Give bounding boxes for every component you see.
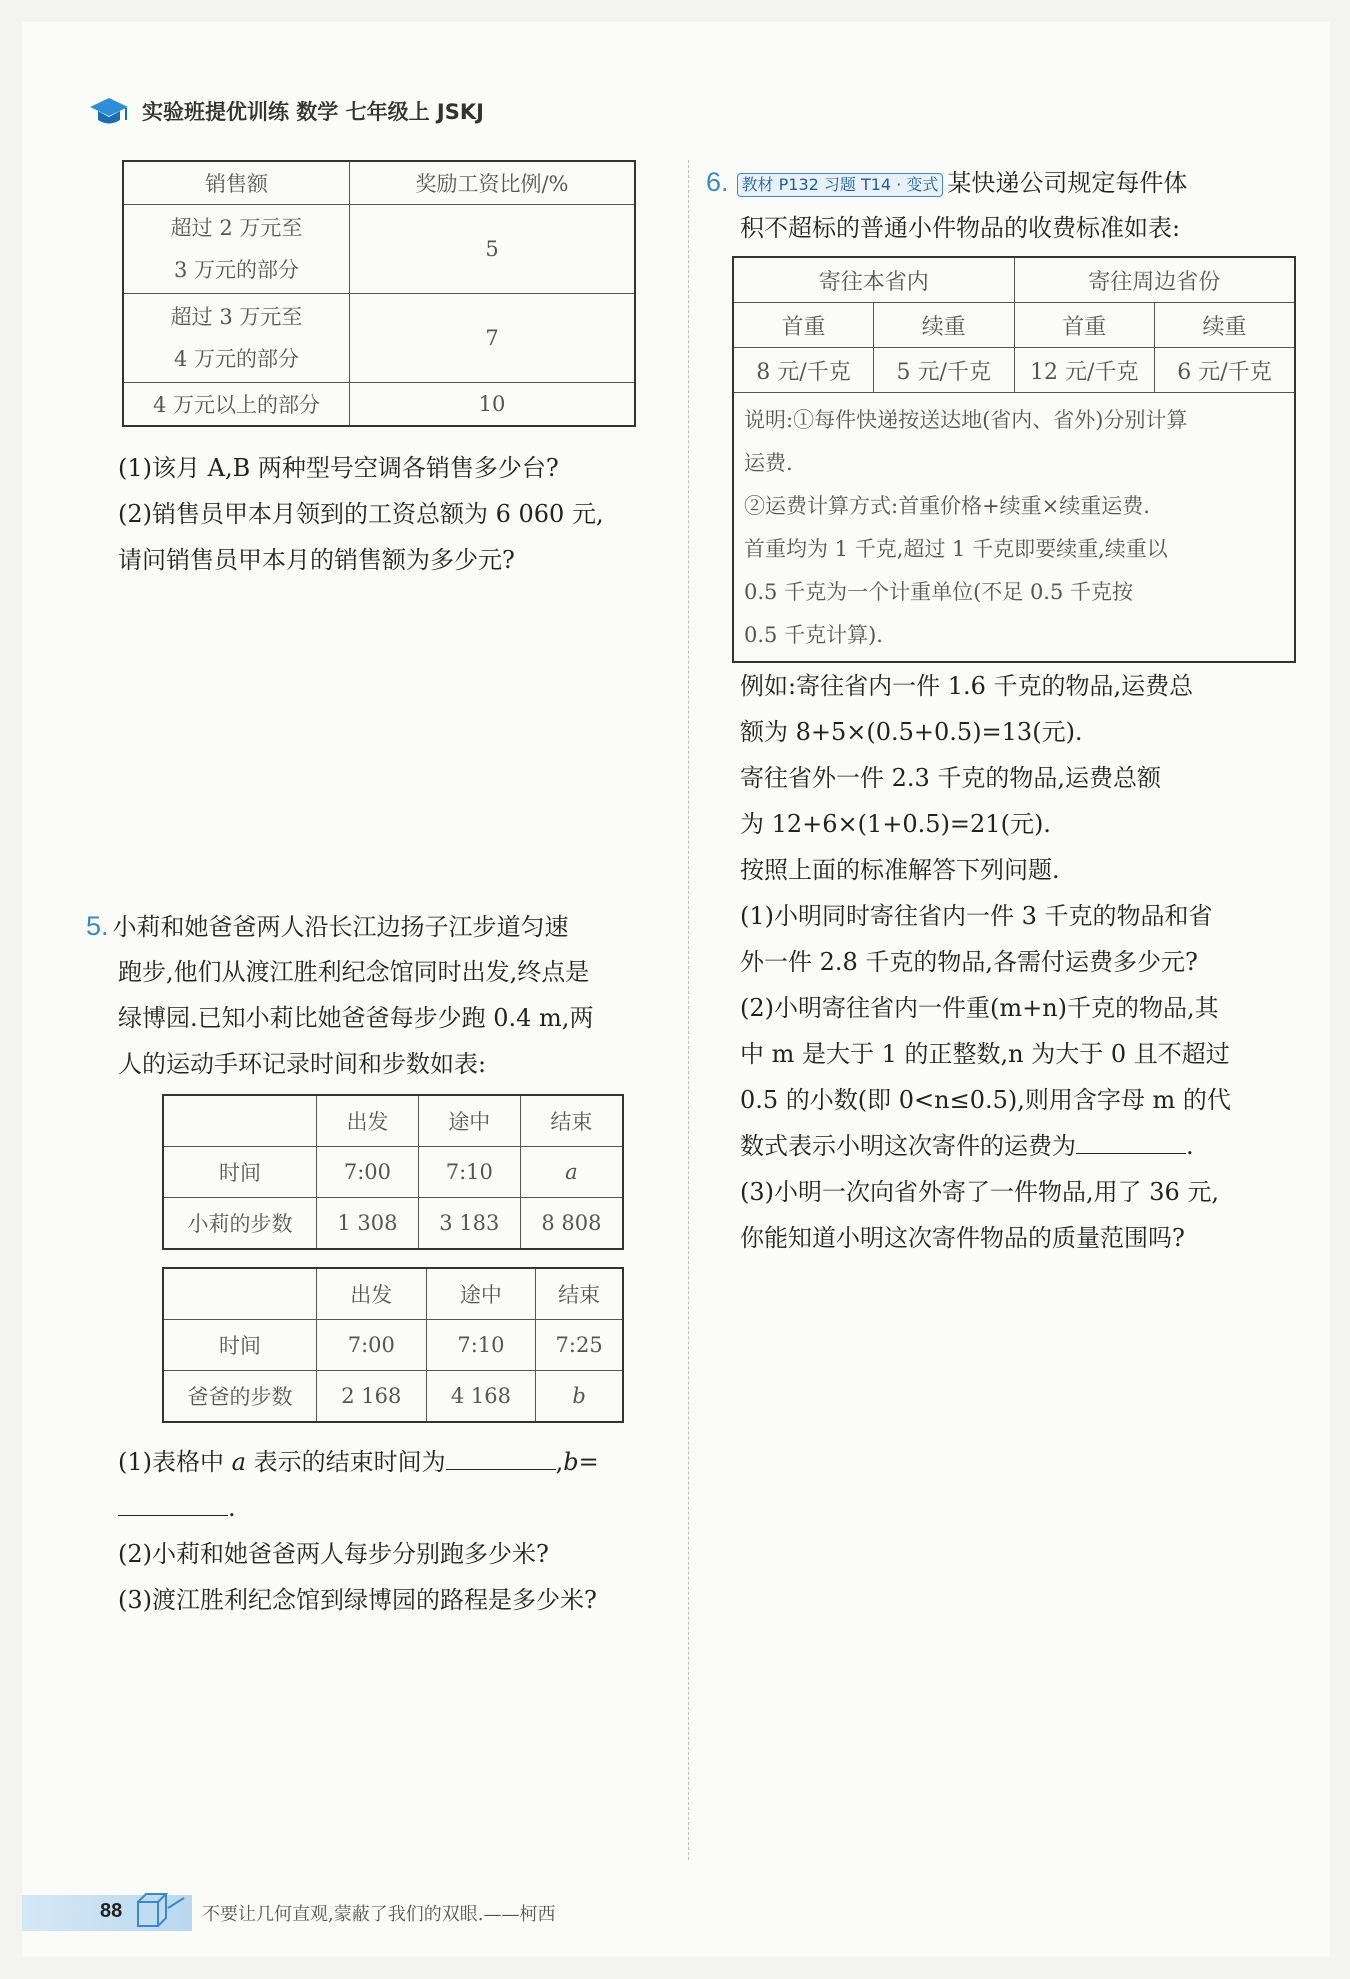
q6-sub2c: 0.5 的小数(即 0<n≤0.5),则用含字母 m 的代 bbox=[740, 1086, 1231, 1114]
table-cell: 8 808 bbox=[520, 1198, 623, 1250]
q6-sub2a: (2)小明寄往省内一件重(m+n)千克的物品,其 bbox=[740, 994, 1219, 1022]
table-cell bbox=[163, 1268, 317, 1320]
pencil-cube-icon bbox=[132, 1888, 188, 1932]
q6-sub3b: 你能知道小明这次寄件物品的质量范围吗? bbox=[740, 1224, 1185, 1252]
q5-line2: 跑步,他们从渡江胜利纪念馆同时出发,终点是 bbox=[118, 958, 590, 986]
answer-blank[interactable] bbox=[1076, 1127, 1186, 1154]
q5-line4: 人的运动手环记录时间和步数如表: bbox=[118, 1050, 487, 1078]
table-cell: 超过 3 万元至 4 万元的部分 bbox=[123, 294, 350, 383]
graduation-cap-icon bbox=[88, 94, 130, 128]
table-cell: 7:10 bbox=[418, 1147, 520, 1198]
q6-sub2b: 中 m 是大于 1 的正整数,n 为大于 0 且不超过 bbox=[740, 1040, 1230, 1068]
table-cell bbox=[163, 1095, 317, 1147]
table-cell: 续重 bbox=[874, 303, 1015, 348]
table-note: 说明:①每件快递按送达地(省内、省外)分别计算 运费. ②运费计算方式:首重价格+续重×续重运费. 首重均为 1 千克,超过 1 千克即要续重,续重以 0.5 千克为一个计重单位(不足 0.5 千克按 0.5 千克计算). bbox=[733, 393, 1295, 663]
q6-example4: 为 12+6×(1+0.5)=21(元). bbox=[740, 810, 1051, 838]
q5-sub1-cont: . bbox=[118, 1486, 236, 1531]
q5-line1: 5. 小莉和她爸爸两人沿长江边扬子江步道匀速 bbox=[86, 911, 569, 941]
table-cell: 10 bbox=[350, 383, 636, 427]
q6-example1: 例如:寄往省内一件 1.6 千克的物品,运费总 bbox=[740, 672, 1194, 700]
column-divider bbox=[688, 160, 689, 1860]
table-cell: 7:10 bbox=[426, 1320, 536, 1371]
q6-sub1b: 外一件 2.8 千克的物品,各需付运费多少元? bbox=[740, 948, 1198, 976]
table-cell: b bbox=[536, 1371, 623, 1423]
table-cell: 时间 bbox=[163, 1320, 317, 1371]
q4-part2a: (2)销售员甲本月领到的工资总额为 6 060 元, bbox=[118, 500, 604, 528]
q6-line1: 6. 教材 P132 习题 T14 · 变式 某快递公司规定每件体 bbox=[706, 167, 1188, 197]
table-cell: 结束 bbox=[536, 1268, 623, 1320]
table-cell: 3 183 bbox=[418, 1198, 520, 1250]
q4-part2b: 请问销售员甲本月的销售额为多少元? bbox=[118, 546, 515, 574]
q5-sub3: (3)渡江胜利纪念馆到绿博园的路程是多少米? bbox=[118, 1586, 597, 1614]
q5-sub1: (1)表格中 a 表示的结束时间为 ,b= bbox=[118, 1440, 599, 1485]
table-cell: 途中 bbox=[418, 1095, 520, 1147]
table-cell: 续重 bbox=[1155, 303, 1296, 348]
father-steps-table bbox=[162, 1267, 624, 1423]
q6-instruction: 按照上面的标准解答下列问题. bbox=[740, 856, 1060, 884]
bonus-table bbox=[122, 160, 636, 427]
q6-sub1a: (1)小明同时寄往省内一件 3 千克的物品和省 bbox=[740, 902, 1213, 930]
xiaoli-steps-table bbox=[162, 1094, 624, 1250]
q6-sub2d: 数式表示小明这次寄件的运费为 . bbox=[740, 1124, 1194, 1169]
table-cell: a bbox=[520, 1147, 623, 1198]
table-cell: 5 元/千克 bbox=[874, 348, 1015, 393]
table-cell: 12 元/千克 bbox=[1014, 348, 1155, 393]
q6-example2: 额为 8+5×(0.5+0.5)=13(元). bbox=[740, 718, 1083, 746]
question-number: 5. bbox=[86, 911, 109, 941]
table-cell: 8 元/千克 bbox=[733, 348, 874, 393]
table-cell: 时间 bbox=[163, 1147, 317, 1198]
q4-part1: (1)该月 A,B 两种型号空调各销售多少台? bbox=[118, 454, 559, 482]
table-cell: 途中 bbox=[426, 1268, 536, 1320]
table-header: 寄往周边省份 bbox=[1014, 257, 1295, 303]
table-cell: 4 万元以上的部分 bbox=[123, 383, 350, 427]
shipping-fee-table bbox=[732, 256, 1296, 663]
table-cell: 爸爸的步数 bbox=[163, 1371, 317, 1423]
question-number: 6. bbox=[706, 167, 729, 197]
table-cell: 首重 bbox=[1014, 303, 1155, 348]
table-cell: 2 168 bbox=[317, 1371, 427, 1423]
q5-sub2: (2)小莉和她爸爸两人每步分别跑多少米? bbox=[118, 1540, 549, 1568]
q6-example3: 寄往省外一件 2.3 千克的物品,运费总额 bbox=[740, 764, 1162, 792]
table-header: 销售额 bbox=[123, 161, 350, 205]
header bbox=[88, 94, 484, 128]
textbook-tag: 教材 P132 习题 T14 · 变式 bbox=[737, 173, 944, 197]
table-cell: 首重 bbox=[733, 303, 874, 348]
table-cell: 结束 bbox=[520, 1095, 623, 1147]
page-number: 88 bbox=[100, 1900, 123, 1922]
table-cell: 7:25 bbox=[536, 1320, 623, 1371]
table-cell: 7 bbox=[350, 294, 636, 383]
table-cell: 小莉的步数 bbox=[163, 1198, 317, 1250]
table-cell: 超过 2 万元至 3 万元的部分 bbox=[123, 205, 350, 294]
table-cell: 出发 bbox=[317, 1268, 427, 1320]
q5-line3: 绿博园.已知小莉比她爸爸每步少跑 0.4 m,两 bbox=[118, 1004, 594, 1032]
answer-blank[interactable] bbox=[118, 1489, 228, 1516]
table-cell: 1 308 bbox=[317, 1198, 419, 1250]
table-header: 寄往本省内 bbox=[733, 257, 1014, 303]
q6-sub3a: (3)小明一次向省外寄了一件物品,用了 36 元, bbox=[740, 1178, 1220, 1206]
table-cell: 4 168 bbox=[426, 1371, 536, 1423]
q6-line2: 积不超标的普通小件物品的收费标准如表: bbox=[740, 214, 1181, 242]
footer-quote: 不要让几何直观,蒙蔽了我们的双眼.——柯西 bbox=[202, 1904, 556, 1925]
table-header: 奖励工资比例/% bbox=[350, 161, 636, 205]
table-cell: 6 元/千克 bbox=[1155, 348, 1296, 393]
table-cell: 5 bbox=[350, 205, 636, 294]
table-cell: 出发 bbox=[317, 1095, 419, 1147]
answer-blank[interactable] bbox=[446, 1443, 556, 1470]
table-cell: 7:00 bbox=[317, 1147, 419, 1198]
table-cell: 7:00 bbox=[317, 1320, 427, 1371]
header-title: 实验班提优训练 数学 七年级上 JSKJ bbox=[142, 100, 484, 124]
